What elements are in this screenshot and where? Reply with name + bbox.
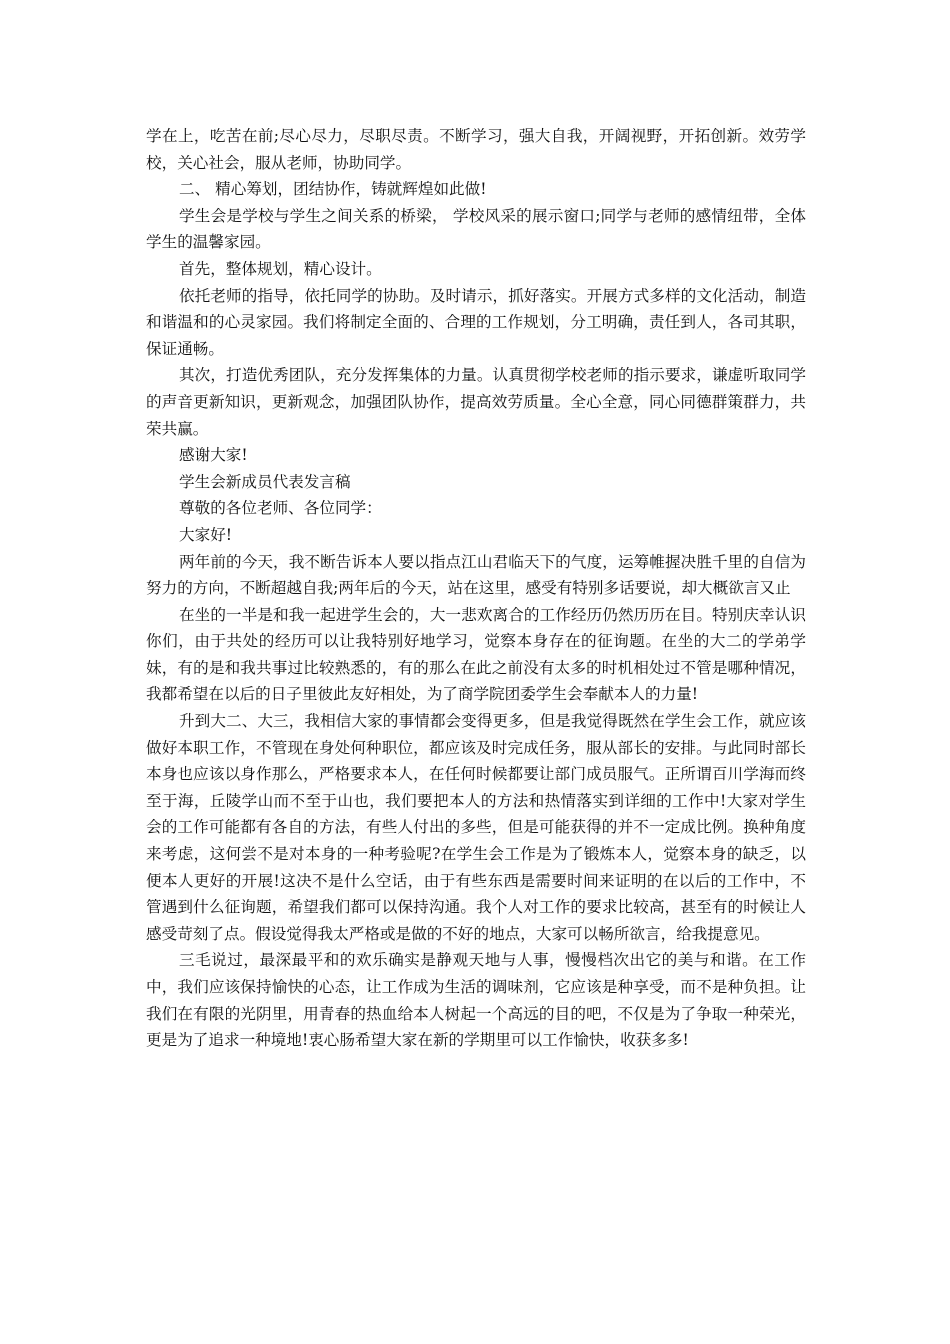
paragraph-6: 其次，打造优秀团队，充分发挥集体的力量。认真贯彻学校老师的指示要求，谦虚听取同学的声音更新知识，更新观念，加强团队协作，提高效劳质量。全心全意，同心同德群策群力，共荣共赢。 (146, 366, 806, 438)
greeting: 大家好! (179, 525, 233, 544)
salutation: 尊敬的各位老师、各位同学： (179, 499, 382, 518)
paragraph-14: 三毛说过，最深最平和的欢乐确实是静观天地与人事，慢慢档次出它的美与和谐。在工作中，我们应该保持愉快的心态，让工作成为生活的调味剂，它应该是种享受，而不是种负担。让我们在有限的光阴里，用青春的热血给本人树起一个高远的目的吧，不仅是为了争取一种荣光，更是为了追求一种境地!衷心肠希望大家在新的学期里可以工作愉快，收获多多! (146, 951, 806, 1050)
paragraph-11: 两年前的今天，我不断告诉本人要以指点江山君临天下的气度，运筹帷握决胜千里的自信为努力的方向，不断超越自我;两年后的今天，站在这里，感受有特别多话要说，却大概欲言又止 (146, 552, 806, 598)
paragraph-13: 升到大二、大三，我相信大家的事情都会变得更多，但是我觉得既然在学生会工作，就应该做好本职工作，不管现在身处何种职位，都应该及时完成任务，服从部长的安排。与此同时部长本身也应该以身作那么，严格要求本人，在任何时候都要让部门成员服气。正所谓百川学海而终至于海，丘陵学山而不至于山也，我们要把本人的方法和热情落实到详细的工作中!大家对学生会的工作可能都有各自的方法，有些人付出的多些，但是可能获得的并不一定成比例。换种角度来考虑，这何尝不是对本身的一种考验呢?在学生会工作是为了锻炼本人，觉察本身的缺乏，以便本人更好的开展!这决不是什么空话，由于有些东西是需要时间来证明的在以后的工作中，不管遇到什么征询题，希望我们都可以保持沟通。我个人对工作的要求比较高，甚至有的时候让人感受苛刻了点。假设觉得我太严格或是做的不好的地点，大家可以畅所欲言，给我提意见。 (146, 712, 806, 943)
document-body (146, 123, 806, 1054)
section-heading: 二、 精心筹划，团结协作，铸就辉煌如此做! (179, 180, 487, 199)
paragraph-5: 依托老师的指导，依托同学的协助。及时请示，抓好落实。开展方式多样的文化活动，制造和谐温和的心灵家园。我们将制定全面的、合理的工作规划，分工明确，责任到人，各司其职，保证通畅。 (146, 286, 806, 358)
paragraph-12: 在坐的一半是和我一起进学生会的，大一悲欢离合的工作经历仍然历历在目。特别庆幸认识你们，由于共处的经历可以让我特别好地学习，觉察本身存在的征询题。在坐的大二的学弟学妹，有的是和我共事过比较熟悉的，有的那么在此之前没有太多的时机相处过不管是哪种情况，我都希望在以后的日子里彼此友好相处，为了商学院团委学生会奉献本人的力量! (146, 605, 806, 704)
paragraph-3: 学生会是学校与学生之间关系的桥梁， 学校风采的展示窗口;同学与老师的感情纽带，全体学生的温馨家园。 (146, 206, 806, 252)
paragraph-4: 首先，整体规划，精心设计。 (179, 259, 382, 278)
paragraph-1: 学在上，吃苦在前;尽心尽力，尽职尽责。不断学习，强大自我，开阔视野，开拓创新。效劳学校，关心社会，服从老师，协助同学。 (146, 127, 806, 172)
speech-title: 学生会新成员代表发言稿 (179, 472, 351, 491)
closing-thanks: 感谢大家! (179, 446, 248, 465)
